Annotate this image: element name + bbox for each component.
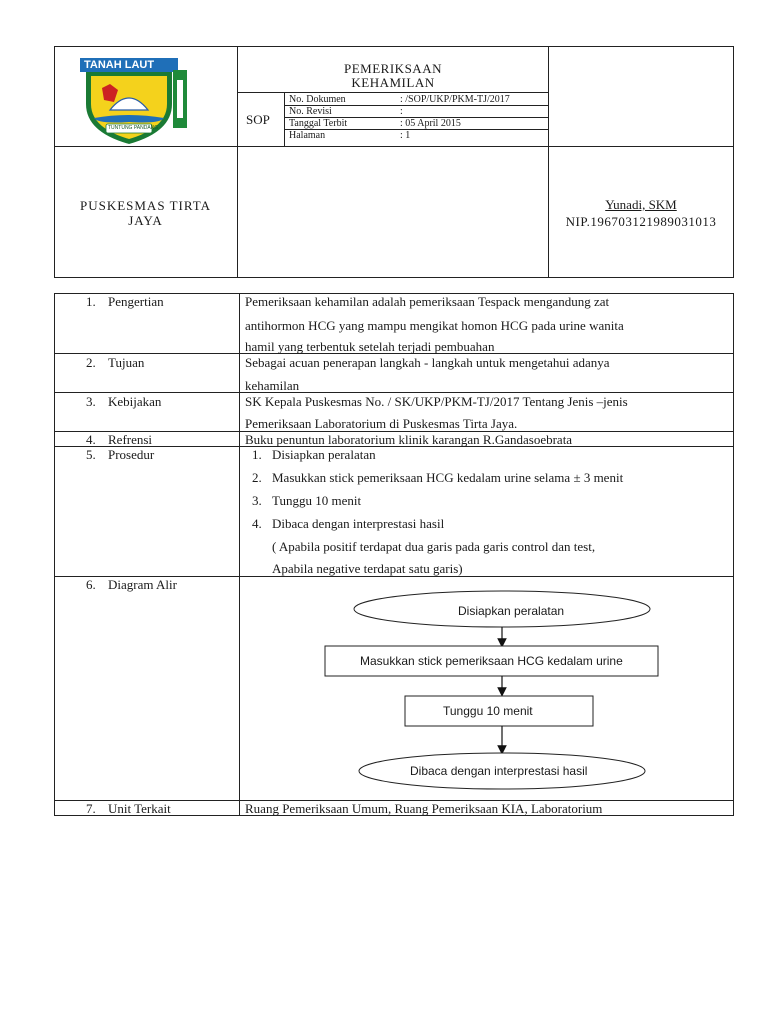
procedure-note-line-2: Apabila negative terdapat satu garis) [272,561,463,576]
logo-text: TANAH LAUT [84,59,155,71]
sop-label: SOP [246,112,270,127]
signer-nip: NIP.196703121989031013 [565,214,717,229]
row-label: Tujuan [108,355,145,370]
flow-node-label: Masukkan stick pemeriksaan HCG kedalam urine [360,654,623,668]
row-label: Diagram Alir [108,577,177,592]
row-number: 4. [86,432,96,447]
page-title [238,62,548,90]
doc-field-label-3: Tanggal Terbit [289,118,348,129]
doc-field-label-1: No. Dokumen [289,94,346,105]
doc-field-value-1: : /SOP/UKP/PKM-TJ/2017 [400,94,510,105]
header-row-divider [54,146,734,147]
row-label: Prosedur [108,447,155,462]
step-text: Masukkan stick pemeriksaan HCG kedalam urine selama ± 3 menit [272,470,624,485]
flow-node-label: Dibaca dengan interprestasi hasil [410,764,588,778]
step-number: 2. [252,470,262,485]
row-text-line: Buku penuntun laboratorium klinik karangan R.Gandasoebrata [245,432,573,447]
flow-node-label: Tunggu 10 menit [443,704,533,718]
org-name-line-1: PUSKESMAS TIRTA [79,198,212,213]
doc-field-value-4: : 1 [400,130,411,141]
row-number: 7. [86,801,96,816]
row-text-line: antihormon HCG yang mampu mengikat homon HCG pada urine wanita [245,318,624,333]
tanah-laut-logo [80,58,188,146]
row-number: 1. [86,294,96,309]
step-number: 1. [252,447,262,462]
row-label: Unit Terkait [108,801,171,816]
row-text-line: Pemeriksaan Laboratorium di Puskesmas Tirta Jaya. [245,416,518,431]
row-label: Kebijakan [108,394,162,409]
row-text-line: hamil yang terbentuk setelah terjadi pembuahan [245,339,495,354]
flow-node-label: Disiapkan peralatan [458,604,565,618]
row-number: 2. [86,355,96,370]
step-text: Disiapkan peralatan [272,447,376,462]
step-text: Tunggu 10 menit [272,493,362,508]
step-number: 3. [252,493,262,508]
row-label: Pengertian [108,294,164,309]
header-col-divider-2 [548,46,549,278]
doc-field-label-4: Halaman [289,130,326,141]
row-number: 5. [86,447,96,462]
org-name-line-2: JAYA [128,213,163,228]
row-number: 3. [86,394,96,409]
row-text-line: Pemeriksaan kehamilan adalah pemeriksaan Tespack mengandung zat [245,294,610,309]
sop-divider [284,92,285,146]
signer [548,196,734,230]
row-divider-2 [54,392,734,393]
doc-field-value-2: : [400,106,403,117]
signer-name: Yunadi, SKM [605,197,677,212]
step-number: 4. [252,516,262,531]
row-number: 6. [86,577,96,592]
row-text-line: kehamilan [245,378,300,393]
row-text-line: Ruang Pemeriksaan Umum, Ruang Pemeriksaan KIA, Laboratorium [245,801,603,816]
procedure-note-line-1: ( Apabila positif terdapat dua garis pada garis control dan test, [272,539,596,554]
logo-motto: TUNTUNG PANDANG [108,125,159,131]
doc-field-value-3: : 05 April 2015 [400,118,461,129]
step-text: Dibaca dengan interprestasi hasil [272,516,445,531]
title-line-2: KEHAMILAN [351,75,435,90]
doc-field-label-2: No. Revisi [289,106,332,117]
row-text-line: Sebagai acuan penerapan langkah - langkah untuk mengetahui adanya [245,355,610,370]
row-label: Refrensi [108,432,153,447]
org-name [54,198,237,228]
row-text-line: SK Kepala Puskesmas No. / SK/UKP/PKM-TJ/2017 Tentang Jenis –jenis [245,394,628,409]
title-line-1: PEMERIKSAAN [344,61,442,76]
